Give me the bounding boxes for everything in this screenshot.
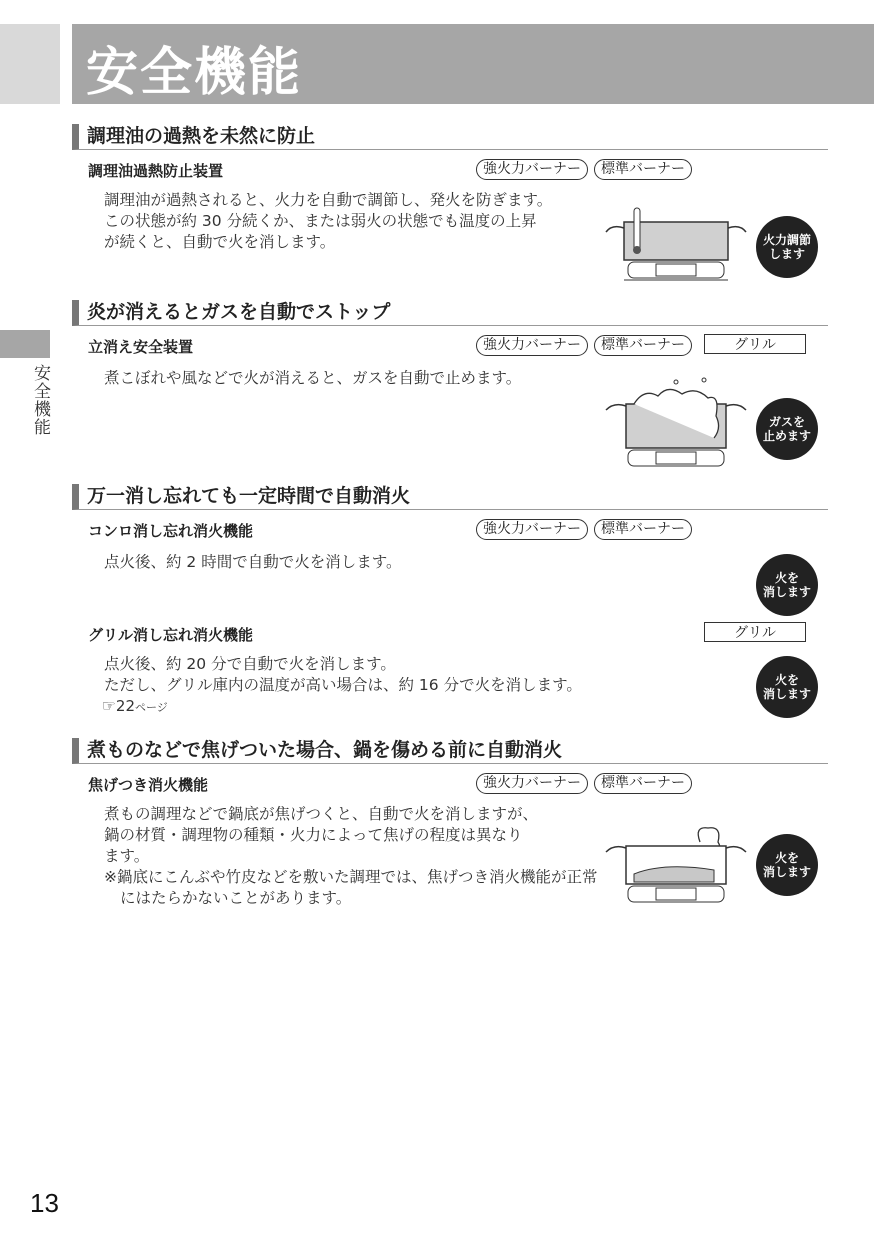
section-heading-scorch: 煮ものなどで焦げついた場合、鍋を傷める前に自動消火 bbox=[72, 738, 828, 764]
corner-block bbox=[0, 24, 60, 104]
text-line: 調理油が過熱されると、火力を自動で調節し、発火を防ぎます。 bbox=[104, 191, 553, 209]
tag-standard-burner: 標準バーナー bbox=[594, 519, 692, 540]
badge-extinguish-stove: 火を 消します bbox=[756, 554, 818, 616]
tag-standard-burner: 標準バーナー bbox=[594, 773, 692, 794]
side-label: 安全機能 bbox=[30, 364, 50, 436]
badge-stop-gas: ガスを 止めます bbox=[756, 398, 818, 460]
sub-heading-flameout: 立消え安全装置 bbox=[88, 338, 194, 356]
badge-extinguish-grill: 火を 消します bbox=[756, 656, 818, 718]
text-line: ます。 bbox=[104, 847, 150, 865]
tag-group-oil bbox=[476, 158, 698, 180]
pot-scorch-icon bbox=[604, 824, 748, 906]
body-text-scorch bbox=[104, 804, 600, 909]
body-text-grill-timer bbox=[104, 654, 582, 718]
text-line: 点火後、約 20 分で自動で火を消します。 bbox=[104, 655, 396, 673]
note-text: ※鍋底にこんぶや竹皮などを敷いた調理では、焦げつき消火機能が正常にはたらかないことがあります。 bbox=[104, 868, 598, 907]
text-line: この状態が約 30 分続くか、または弱火の状態でも温度の上昇 bbox=[104, 212, 537, 230]
tag-group-flameout bbox=[476, 334, 698, 356]
sub-heading-grill-timer: グリル消し忘れ消火機能 bbox=[88, 626, 254, 644]
sub-heading-stove-timer: コンロ消し忘れ消火機能 bbox=[88, 522, 254, 540]
tag-strong-burner: 強火力バーナー bbox=[476, 159, 588, 180]
side-tab bbox=[0, 330, 50, 358]
text-line: 煮もの調理などで鍋底が焦げつくと、自動で火を消しますが、 bbox=[104, 805, 539, 823]
page-number: 13 bbox=[30, 1188, 59, 1218]
body-text-oil bbox=[104, 190, 552, 253]
sub-heading-scorch: 焦げつき消火機能 bbox=[88, 776, 209, 794]
title-banner bbox=[72, 24, 874, 104]
page-reference[interactable]: ☞22ページ bbox=[102, 697, 168, 715]
tag-strong-burner: 強火力バーナー bbox=[476, 773, 588, 794]
pointing-hand-icon: ☞ bbox=[102, 697, 116, 715]
text-line: ただし、グリル庫内の温度が高い場合は、約 16 分で火を消します。 bbox=[104, 676, 582, 694]
section-heading-flameout: 炎が消えるとガスを自動でストップ bbox=[72, 300, 828, 326]
pot-oil-thermometer-icon bbox=[604, 204, 748, 284]
section-heading-auto-off: 万一消し忘れても一定時間で自動消火 bbox=[72, 484, 828, 510]
sub-heading-oil: 調理油過熱防止装置 bbox=[88, 162, 224, 180]
tag-strong-burner: 強火力バーナー bbox=[476, 335, 588, 356]
text-line: 鍋の材質・調理物の種類・火力によって焦げの程度は異なり bbox=[104, 826, 523, 844]
tag-strong-burner: 強火力バーナー bbox=[476, 519, 588, 540]
page-title: 安全機能 bbox=[86, 43, 303, 103]
body-text-stove-timer bbox=[104, 552, 401, 573]
pot-boil-over-icon bbox=[604, 376, 748, 470]
body-text-flameout bbox=[104, 368, 521, 389]
badge-extinguish-scorch: 火を 消します bbox=[756, 834, 818, 896]
tag-group-scorch bbox=[476, 772, 698, 794]
text-line: が続くと、自動で火を消します。 bbox=[104, 233, 336, 251]
tag-grill: グリル bbox=[704, 334, 806, 354]
tag-group-stove-timer bbox=[476, 518, 698, 540]
text-line: 煮こぼれや風などで火が消えると、ガスを自動で止めます。 bbox=[104, 369, 522, 387]
text-line: 点火後、約 2 時間で自動で火を消します。 bbox=[104, 553, 402, 571]
tag-grill: グリル bbox=[704, 622, 806, 642]
tag-standard-burner: 標準バーナー bbox=[594, 159, 692, 180]
badge-adjust-flame: 火力調節 します bbox=[756, 216, 818, 278]
section-heading-oil: 調理油の過熱を未然に防止 bbox=[72, 124, 828, 150]
tag-standard-burner: 標準バーナー bbox=[594, 335, 692, 356]
